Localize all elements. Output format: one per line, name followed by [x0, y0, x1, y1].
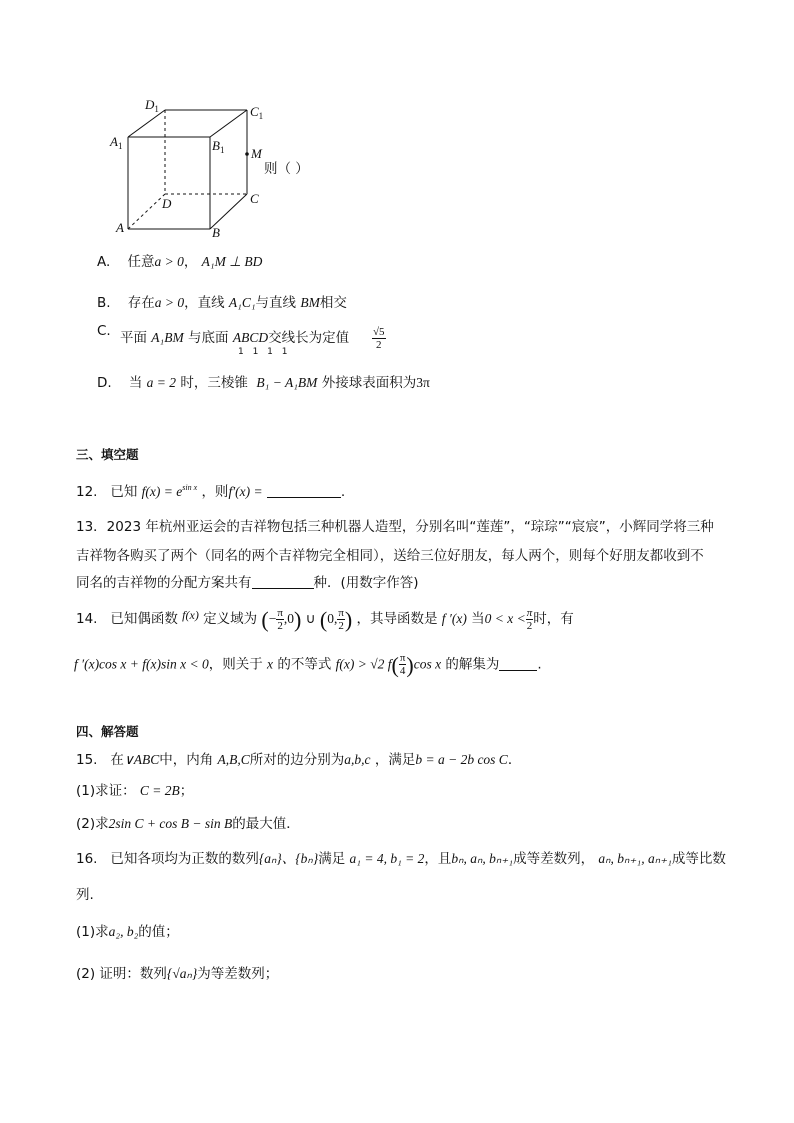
question-16-part1: (1)求a₂, b₂的值；: [76, 924, 179, 940]
option-c-subscripts: 1 1 1 1: [238, 347, 291, 357]
option-a: A. 任意a > 0， A₁M ⊥ BD: [97, 254, 263, 270]
label-b: B: [212, 225, 220, 240]
question-14-line2: f ′(x)cos x + f(x)sin x < 0，则关于 x 的不等式 f(x) > √2 f( $\frac{\pi}{4}$ )cos x 的解集为 .: [74, 652, 542, 678]
question-16-line1: 16. 已知各项均为正数的数列{aₙ}、{bₙ}满足 a₁ = 4, b₁ = 2，且bₙ, aₙ, bₙ₊₁成等差数列， aₙ, bₙ₊₁, aₙ₊₁成等比数: [76, 851, 726, 867]
question-15: 15. 在∨ABC中，内角 A,B,C所对的边分别为a,b,c ，满足b = a − 2b cos C．: [76, 752, 522, 768]
section-title-solutions: 四、解答题: [76, 724, 139, 739]
label-a1: $A_1$: [110, 134, 123, 151]
question-14-line1: 14. 已知偶函数 f(x) 定义域为 (− $\frac{\pi}{2}$ ,0) ∪ (0, $\frac{\pi}{2}$ ) ，其导函数是 f ′(x) 当0 < x < $\frac{\pi}{2}$ 时，有: [76, 606, 574, 632]
label-a: A: [116, 220, 124, 235]
question-16-part2: (2) 证明：数列{√aₙ}为等差数列；: [76, 966, 279, 982]
option-c-fraction: $\frac{√5}{2}$: [373, 326, 385, 351]
section-title-fill-blank: 三、填空题: [76, 447, 139, 462]
answer-blank-12[interactable]: [267, 483, 341, 498]
question-13-line1: 13．2023 年杭州亚运会的吉祥物包括三种机器人造型，分别名叫“莲莲”，“琮琮”“宸宸”，小辉同学将三种: [76, 519, 714, 535]
label-c: C: [250, 191, 259, 206]
answer-blank-13[interactable]: [252, 574, 314, 589]
label-d: D: [162, 196, 172, 211]
option-d: D. 当 a = 2 时，三棱锥 B₁ − A₁BM 外接球表面积为3π: [97, 375, 430, 391]
question-13-line2: 吉祥物各购买了两个（同名的两个吉祥物完全相同），送给三位好朋友，每人两个，则每个好朋友都收到不: [76, 548, 704, 564]
question-15-part2: (2)求2sin C + cos B − sin B的最大值．: [76, 816, 300, 832]
question-16-line2: 列.: [76, 887, 94, 903]
question-15-part1: (1)求证： C = 2B；: [76, 783, 194, 799]
label-b1: $B_1$: [212, 138, 225, 155]
question-13-line3: 同名的吉祥物的分配方案共有 种．(用数字作答): [76, 575, 419, 591]
label-d1: $D_1$: [145, 97, 159, 114]
label-c1: $C_1$: [250, 104, 264, 121]
then-text: 则（ ）: [264, 161, 309, 177]
question-12: 12. 已知 $f(x) = e^{sin x}$ ，则f′(x) = .: [76, 483, 346, 500]
option-c-letter: C.: [97, 323, 111, 339]
option-c: 平面 A₁BM 与底面 ABCD交线长为定值: [120, 330, 350, 346]
label-m: M: [251, 146, 262, 161]
option-b: B. 存在a > 0，直线 A₁C₁与直线 BM相交: [97, 295, 347, 311]
answer-blank-14[interactable]: [499, 656, 537, 671]
